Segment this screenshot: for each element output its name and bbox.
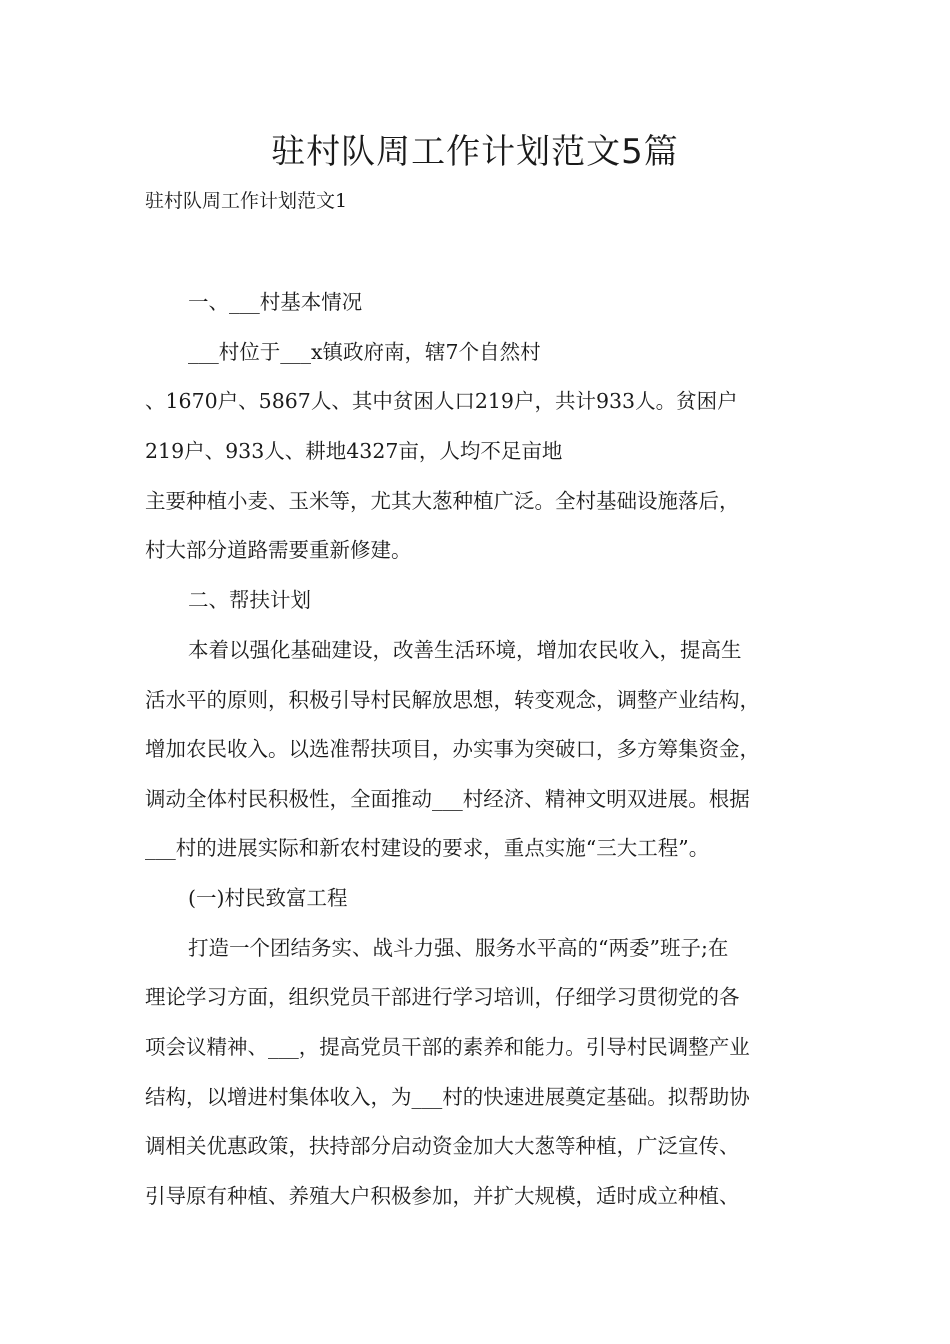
paragraph-line: 活水平的原则，积极引导村民解放思想，转变观念，调整产业结构， <box>145 688 760 712</box>
paragraph-line: 主要种植小麦、玉米等，尤其大葱种植广泛。全村基础设施落后， <box>145 489 740 513</box>
document-subtitle: 驻村队周工作计划范文1 <box>145 190 348 212</box>
document-title: 驻村队周工作计划范文5篇 <box>271 132 679 172</box>
paragraph-line: 引导原有种植、养殖大户积极参加，并扩大规模，适时成立种植、 <box>145 1184 740 1208</box>
section-heading-basic-info: 一、___村基本情况 <box>188 290 363 314</box>
paragraph-line: 打造一个团结务实、战斗力强、服务水平高的“两委”班子;在 <box>188 936 729 960</box>
section-heading-plan: 二、帮扶计划 <box>188 588 311 612</box>
paragraph-line: 、1670户、5867人、其中贫困人口219户，共计933人。贫困户 <box>145 389 738 413</box>
paragraph-line: ___村的进展实际和新农村建设的要求，重点实施“三大工程”。 <box>145 836 710 860</box>
paragraph-line: 村大部分道路需要重新修建。 <box>145 538 412 562</box>
paragraph-line: 调相关优惠政策，扶持部分启动资金加大大葱等种植，广泛宣传、 <box>145 1134 740 1158</box>
paragraph-line: 219户、933人、耕地4327亩，人均不足亩地 <box>145 439 563 463</box>
subsection-heading: (一)村民致富工程 <box>188 886 348 910</box>
paragraph-line: 调动全体村民积极性，全面推动___村经济、精神文明双进展。根据 <box>145 787 750 811</box>
paragraph-line: 项会议精神、___，提高党员干部的素养和能力。引导村民调整产业 <box>145 1035 750 1059</box>
paragraph-line: 结构，以增进村集体收入，为___村的快速进展奠定基础。拟帮助协 <box>145 1085 750 1109</box>
paragraph-line: 理论学习方面，组织党员干部进行学习培训，仔细学习贯彻党的各 <box>145 985 740 1009</box>
paragraph-line: ___村位于___x镇政府南，辖7个自然村 <box>188 340 541 364</box>
paragraph-line: 本着以强化基础建设，改善生活环境，增加农民收入，提高生 <box>188 638 742 662</box>
paragraph-line: 增加农民收入。以选准帮扶项目，办实事为突破口，多方筹集资金， <box>145 737 760 761</box>
